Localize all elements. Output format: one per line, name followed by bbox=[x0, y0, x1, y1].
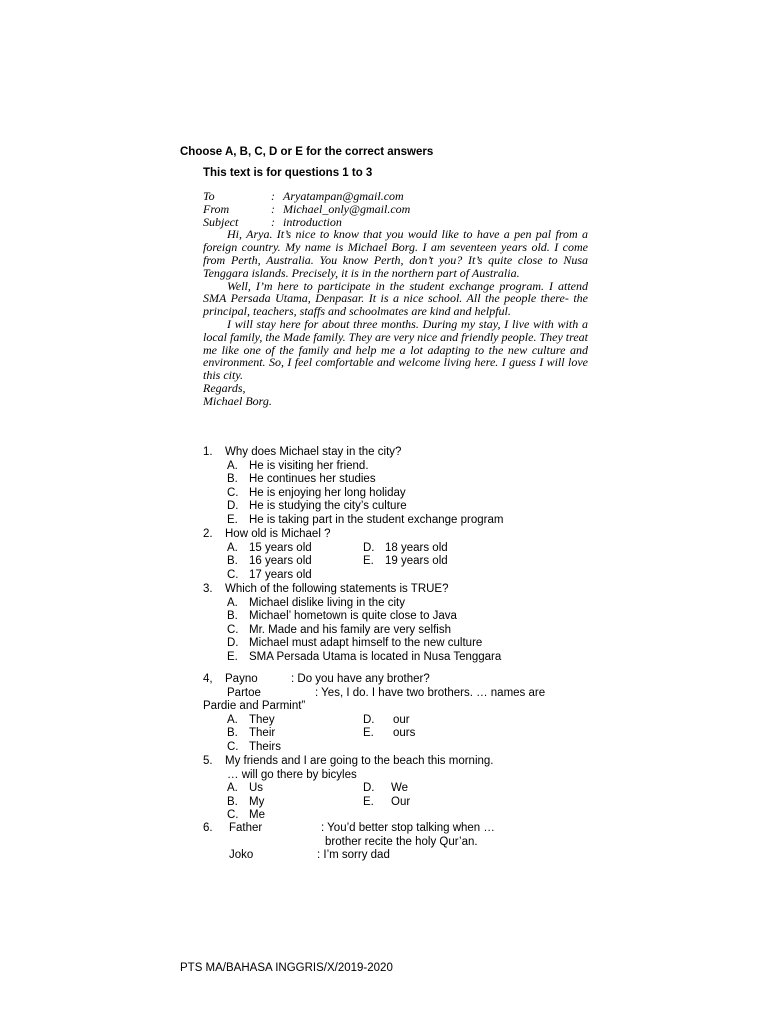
option-letter: E. bbox=[227, 650, 238, 663]
option-d[interactable] bbox=[363, 542, 448, 556]
question-number: 5. bbox=[203, 755, 213, 767]
email-subject-label: Subject bbox=[203, 214, 239, 229]
email-paragraph-3: I will stay here for about three months. During my stay, I live with with a local family, the Made family. They are very nice and friendly people. They treat me like one of the family and help me a lot adapting to the new culture and environment. So, I feel comfortable and welcome living here. I guess I will love this city. bbox=[203, 316, 589, 383]
option-c[interactable] bbox=[203, 569, 448, 583]
question-number: 2. bbox=[203, 528, 213, 540]
option-text: He is studying the city’s culture bbox=[249, 500, 407, 513]
option-letter: E. bbox=[363, 555, 374, 568]
option-letter: C. bbox=[227, 623, 239, 636]
email-to-row bbox=[203, 190, 588, 203]
speaker-2: Joko bbox=[229, 849, 254, 862]
option-c[interactable] bbox=[203, 809, 494, 823]
text-intro-heading: This text is for questions 1 to 3 bbox=[203, 167, 373, 179]
option-text: our bbox=[393, 713, 410, 726]
option-e[interactable] bbox=[203, 514, 503, 528]
dialogue-line-2-continued: Pardie and Parmint” bbox=[203, 700, 306, 713]
option-text: SMA Persada Utama is located in Nusa Tenggara bbox=[249, 650, 502, 663]
option-b[interactable] bbox=[203, 473, 503, 487]
email-from-colon: : bbox=[271, 201, 275, 216]
speaker-1: Father bbox=[229, 822, 263, 834]
option-a[interactable] bbox=[227, 542, 363, 556]
email-paragraph-1: Hi, Arya. It’s nice to know that you would like to have a pen pal from a foreign country. My name is Michael Borg. I am seventeen years old. I come from Perth, Australia. You know Perth, don’t you? It’s quite close to Nusa Tenggara islands. Precisely, it is in the northern part of Australia. bbox=[203, 227, 588, 280]
option-text: He is taking part in the student exchange program bbox=[249, 513, 504, 526]
option-text: We bbox=[391, 782, 409, 795]
option-row bbox=[203, 714, 545, 728]
option-c[interactable] bbox=[203, 487, 503, 501]
dialogue-line-1: : Do you have any brother? bbox=[291, 673, 430, 685]
question-number: 4, bbox=[203, 673, 213, 685]
option-d[interactable] bbox=[203, 500, 503, 514]
option-text: Their bbox=[249, 727, 276, 740]
email-subject-value: introduction bbox=[283, 214, 342, 229]
speaker-2: Partoe bbox=[227, 686, 261, 699]
option-e[interactable] bbox=[363, 727, 415, 741]
option-letter: E. bbox=[227, 513, 238, 526]
option-text: ours bbox=[393, 727, 416, 740]
option-text: Mr. Made and his family are very selfish bbox=[249, 623, 451, 636]
option-letter: C. bbox=[227, 486, 239, 499]
email-signature: Michael Borg. bbox=[203, 393, 272, 408]
option-text: Michael dislike living in the city bbox=[249, 596, 405, 609]
option-b[interactable] bbox=[227, 727, 363, 741]
instruction-heading: Choose A, B, C, D or E for the correct answers bbox=[180, 146, 434, 158]
dialogue-line-2: : I’m sorry dad bbox=[317, 849, 390, 862]
option-letter: E. bbox=[363, 727, 374, 740]
email-to-label: To bbox=[203, 189, 215, 203]
question-number: 1. bbox=[203, 446, 213, 458]
option-b[interactable] bbox=[227, 796, 363, 810]
option-e[interactable] bbox=[363, 796, 410, 810]
option-letter: C. bbox=[227, 740, 239, 753]
option-c[interactable] bbox=[203, 624, 501, 638]
option-text: Michael’ hometown is quite close to Java bbox=[249, 610, 457, 623]
option-text: 15 years old bbox=[249, 541, 312, 554]
option-row bbox=[203, 782, 494, 796]
email-to-value: Aryatampan@gmail.com bbox=[283, 189, 404, 203]
option-text: He is enjoying her long holiday bbox=[249, 486, 406, 499]
option-a[interactable] bbox=[227, 714, 363, 728]
option-b[interactable] bbox=[203, 610, 501, 624]
option-a[interactable] bbox=[227, 782, 363, 796]
option-e[interactable] bbox=[363, 555, 448, 569]
email-letter bbox=[203, 190, 588, 408]
question-3 bbox=[203, 583, 501, 665]
option-a[interactable] bbox=[203, 460, 503, 474]
email-from-label: From bbox=[203, 201, 230, 216]
option-c[interactable] bbox=[203, 741, 545, 755]
email-to-colon: : bbox=[271, 189, 275, 203]
option-letter: A. bbox=[227, 596, 238, 609]
option-letter: D. bbox=[227, 500, 239, 513]
option-text: 19 years old bbox=[385, 555, 448, 568]
question-2 bbox=[203, 528, 448, 582]
option-letter: A. bbox=[227, 459, 238, 472]
option-letter: A. bbox=[227, 713, 238, 726]
question-number: 3. bbox=[203, 583, 213, 595]
email-from-row bbox=[203, 203, 588, 216]
question-text: My friends and I are going to the beach this morning. bbox=[225, 755, 494, 767]
option-row bbox=[203, 555, 448, 569]
option-text: He is visiting her friend. bbox=[249, 459, 369, 472]
option-row bbox=[203, 727, 545, 741]
question-text-continued: … will go there by bicyles bbox=[227, 768, 357, 781]
option-letter: B. bbox=[227, 555, 238, 568]
option-e[interactable] bbox=[203, 651, 501, 665]
email-paragraph-2: Well, I’m here to participate in the student exchange program. I attend SMA Persada Utama, Denpasar. It is a nice school. All the people there- the principal, teachers, staffs and schoolmates are kind and helpful. bbox=[203, 278, 588, 319]
option-text: They bbox=[249, 713, 275, 726]
email-subject-colon: : bbox=[271, 214, 275, 229]
dialogue-line-2: : Yes, I do. I have two brothers. … names are bbox=[315, 686, 546, 699]
option-text: He continues her studies bbox=[249, 473, 376, 486]
option-text: 16 years old bbox=[249, 555, 312, 568]
option-text: 17 years old bbox=[249, 568, 312, 581]
question-6 bbox=[203, 822, 495, 863]
question-number: 6. bbox=[203, 822, 213, 834]
page-footer: PTS MA/BAHASA INGGRIS/X/2019-2020 bbox=[180, 962, 393, 974]
option-b[interactable] bbox=[227, 555, 363, 569]
option-letter: C. bbox=[227, 568, 239, 581]
question-1 bbox=[203, 446, 503, 528]
option-d[interactable] bbox=[363, 782, 408, 796]
option-text: Theirs bbox=[249, 740, 281, 753]
email-from-value: Michael_only@gmail.com bbox=[283, 201, 411, 216]
option-letter: E. bbox=[363, 795, 374, 808]
option-letter: B. bbox=[227, 727, 238, 740]
option-letter: D. bbox=[363, 782, 375, 795]
option-d[interactable] bbox=[363, 714, 410, 728]
option-d[interactable] bbox=[203, 637, 501, 651]
question-text: How old is Michael ? bbox=[225, 528, 331, 540]
option-a[interactable] bbox=[203, 597, 501, 611]
question-4 bbox=[203, 673, 545, 755]
option-letter: B. bbox=[227, 795, 238, 808]
option-text: Me bbox=[249, 809, 265, 822]
question-5 bbox=[203, 755, 494, 823]
option-row bbox=[203, 542, 448, 556]
option-text: Us bbox=[249, 782, 264, 795]
email-closing: Regards, bbox=[203, 380, 246, 395]
option-letter: A. bbox=[227, 782, 238, 795]
question-text: Which of the following statements is TRUE? bbox=[225, 583, 449, 595]
dialogue-line-1-continued: brother recite the holy Qur’an. bbox=[325, 835, 478, 848]
option-text: 18 years old bbox=[385, 541, 448, 554]
option-letter: D. bbox=[363, 713, 375, 726]
option-text: My bbox=[249, 795, 265, 808]
option-letter: B. bbox=[227, 473, 238, 486]
option-letter: B. bbox=[227, 610, 238, 623]
option-letter: D. bbox=[363, 541, 375, 554]
speaker-1: Payno bbox=[225, 673, 258, 685]
option-text: Our bbox=[391, 795, 411, 808]
option-text: Michael must adapt himself to the new culture bbox=[249, 637, 483, 650]
option-letter: D. bbox=[227, 637, 239, 650]
question-text: Why does Michael stay in the city? bbox=[225, 446, 402, 458]
option-letter: C. bbox=[227, 809, 239, 822]
dialogue-line-1: : You’d better stop talking when … bbox=[321, 822, 495, 834]
option-letter: A. bbox=[227, 541, 238, 554]
option-row bbox=[203, 796, 494, 810]
